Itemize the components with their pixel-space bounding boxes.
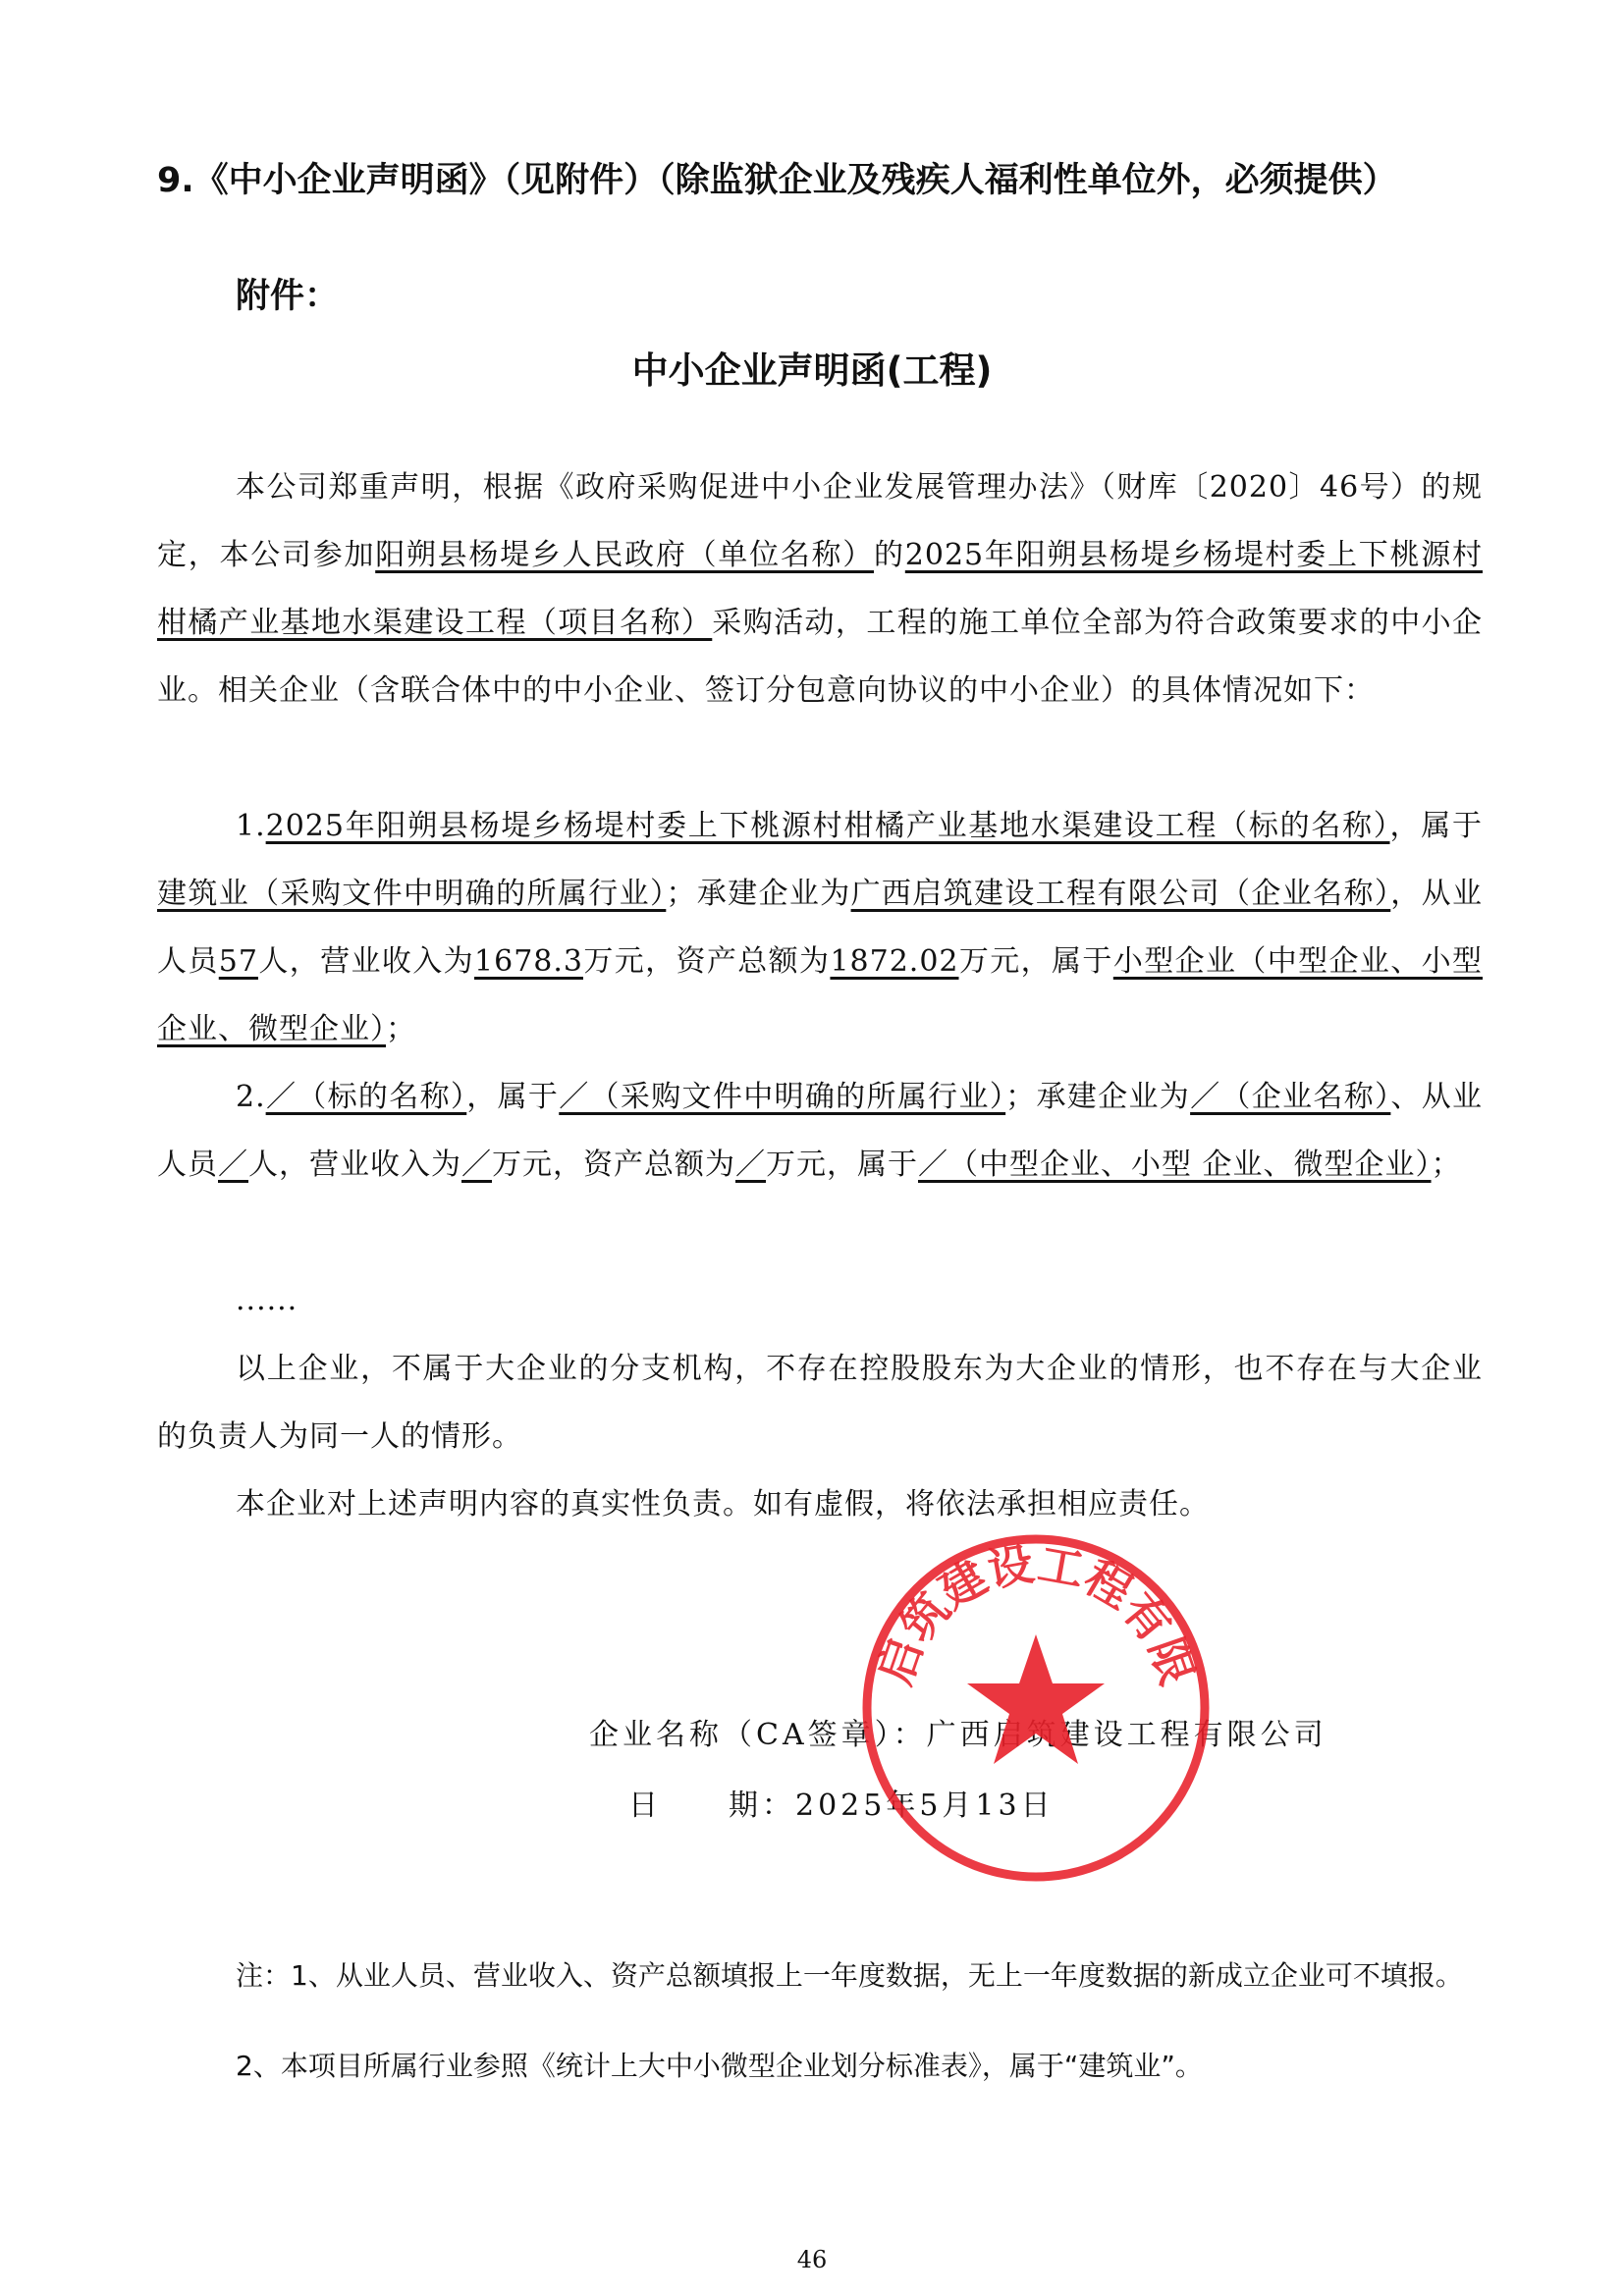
page-number: 46 [796,2246,828,2273]
intro-paragraph [157,454,1483,724]
item1-text: ，属于 [1389,809,1483,843]
item1-text: 万元，资产总额为 [583,944,831,979]
buyer-name: 阳朔县杨堤乡人民政府（单位名称） [375,538,875,572]
item1-company: 广西启筑建设工程有限公司（企业名称） [850,877,1391,911]
closing-paragraph: 以上企业，不属于大企业的分支机构，不存在控股股东为大企业的情形，也不存在与大企业的负责人为同一人的情形。 [157,1352,1483,1454]
item2-text: ，属于 [466,1080,560,1114]
item1-text: 人，营业收入为 [257,944,475,979]
responsibility-statement: 本企业对上述声明内容的真实性负责。如有虚假，将依法承担相应责任。 [236,1487,1210,1522]
item1-text: ，从业人员 [157,877,1484,979]
item2-text: ； [1431,1148,1462,1182]
company-seal [854,1526,1218,1890]
section-heading: 9.《中小企业声明函》（见附件）（除监狱企业及残疾人福利性单位外，必须提供） [157,161,1397,200]
ellipsis: ...... [236,1283,298,1317]
intro-text-2: 的 [874,538,905,572]
item1-type: 小型企业（中型企业、小型企业、微型企业） [157,944,1484,1046]
item1-assets: 1872.02 [830,944,959,979]
item2-company: ／（企业名称） [1190,1080,1391,1114]
item2-type: ／（中型企业、小型 企业、微型企业） [918,1148,1432,1182]
item1-text: 万元，属于 [958,944,1113,979]
item2-text: 万元，资产总额为 [492,1148,735,1182]
item1-employees: 57 [218,944,258,979]
item2-assets: ／ [735,1148,766,1182]
intro-text-1: 本公司郑重声明，根据《政府采购促进中小企业发展管理办法》（财库〔2020〕46号）的规定，本公司参加 [157,470,1483,572]
item1-text: ； [386,1012,416,1046]
seal-star-icon [967,1634,1105,1764]
attachment-label: 附件： [236,277,340,316]
responsibility-block [157,1470,1483,1538]
note-2: 2、本项目所属行业参照《统计上大中小微型企业划分标准表》，属于“建筑业”。 [236,2050,1203,2082]
seal-text-path: 启筑建设工程有限 [867,1536,1205,1692]
item1-industry: 建筑业（采购文件中明确的所属行业） [157,877,667,911]
closing-paragraph-block [157,1335,1483,1470]
enterprise-item-2 [157,1063,1483,1199]
item2-target: ／（标的名称） [265,1080,467,1114]
item1-revenue: 1678.3 [474,944,583,979]
ellipsis-row [157,1266,1483,1334]
item1-target: 2025年阳朔县杨堤乡杨堤村委上下桃源村柑橘产业基地水渠建设工程（标的名称） [265,809,1390,843]
note-1: 注：1、从业人员、营业收入、资产总额填报上一年度数据，无上一年度数据的新成立企业可不填报。 [236,1959,1463,1992]
signature-date-value: 2025年5月13日 [795,1789,1055,1823]
signature-name-label: 企业名称（CA签章）： [589,1718,927,1752]
item2-text: 、从业人员 [157,1080,1484,1182]
item2-industry: ／（采购文件中明确的所属行业） [559,1080,1006,1114]
seal-graphic [854,1526,1218,1890]
signature-date-label: 日 期： [628,1789,795,1823]
signature-name-value: 广西启筑建设工程有限公司 [926,1718,1327,1752]
item2-employees: ／ [218,1148,248,1182]
project-name: 2025年阳朔县杨堤乡杨堤村委上下桃源村柑橘产业基地水渠建设工程（项目名称） [157,538,1484,640]
enterprise-item-1 [157,792,1483,1063]
item1-text: ；承建企业为 [666,877,851,911]
item2-text: ；承建企业为 [1005,1080,1191,1114]
item2-text: 人，营业收入为 [248,1148,461,1182]
item2-number: 2. [236,1080,266,1114]
item1-number: 1. [236,809,266,843]
item2-revenue: ／ [461,1148,492,1182]
item2-text: 万元，属于 [766,1148,918,1182]
intro-text-3: 采购活动，工程的施工单位全部为符合政策要求的中小企业。相关企业（含联合体中的中小企业、签订分包意向协议的中小企业）的具体情况如下： [157,606,1484,708]
document-title: 中小企业声明函(工程) [631,349,993,392]
